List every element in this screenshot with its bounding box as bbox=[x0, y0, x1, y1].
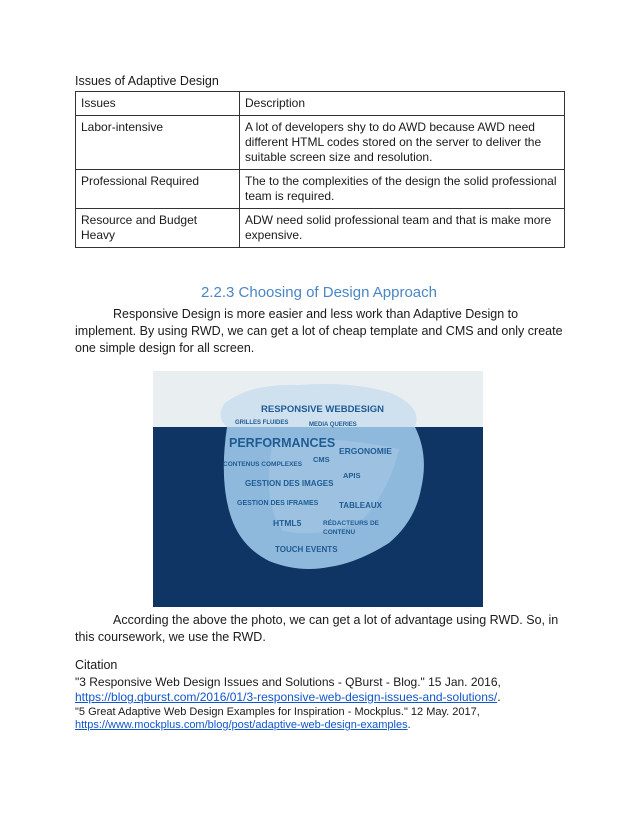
citation-entry-2: "5 Great Adaptive Web Design Examples for Inspiration - Mockplus." 12 May. 2017, https://www.mockplus.com/blog/post/adaptive-web-design-examples. bbox=[75, 706, 575, 732]
intro-text: Responsive Design is more easier and less work than Adaptive Design to implement. By using RWD, we can get a lot of cheap template and CMS and only create one simple design for all screen. bbox=[75, 307, 563, 355]
description-cell: The to the complexities of the design the solid professional team is required. bbox=[240, 170, 565, 209]
after-image-paragraph bbox=[75, 612, 565, 646]
table-caption: Issues of Adaptive Design bbox=[75, 74, 219, 88]
iceberg-label: CONTENU bbox=[323, 529, 356, 536]
iceberg-label: CONTENUS COMPLEXES bbox=[223, 461, 303, 468]
issue-cell: Resource and Budget Heavy bbox=[76, 209, 240, 248]
iceberg-label: TABLEAUX bbox=[339, 501, 382, 510]
iceberg-image bbox=[153, 371, 483, 607]
citation-entry-1: "3 Responsive Web Design Issues and Solutions - QBurst - Blog." 15 Jan. 2016, https://blog.qburst.com/2016/01/3-responsive-web-design-issues-and-solutions/. bbox=[75, 675, 575, 705]
issues-table bbox=[75, 91, 565, 248]
issue-cell: Professional Required bbox=[76, 170, 240, 209]
header-issues: Issues bbox=[76, 92, 240, 116]
iceberg-label: CMS bbox=[313, 455, 330, 464]
table-row bbox=[76, 209, 565, 248]
iceberg-label: RESPONSIVE WEBDESIGN bbox=[261, 404, 384, 415]
table-row bbox=[76, 116, 565, 170]
iceberg-label: PERFORMANCES bbox=[229, 436, 336, 450]
iceberg-label: ERGONOMIE bbox=[339, 446, 392, 456]
iceberg-label: MEDIA QUERIES bbox=[309, 422, 357, 428]
header-description: Description bbox=[240, 92, 565, 116]
section-heading: 2.2.3 Choosing of Design Approach bbox=[201, 284, 437, 301]
citation-heading: Citation bbox=[75, 658, 118, 672]
iceberg-label: GRILLES FLUIDES bbox=[235, 420, 289, 426]
citation-link[interactable]: https://blog.qburst.com/2016/01/3-responsive-web-design-issues-and-solutions/ bbox=[75, 690, 498, 704]
iceberg-label: GESTION DES IMAGES bbox=[245, 479, 334, 488]
citation-link[interactable]: https://www.mockplus.com/blog/post/adaptive-web-design-examples bbox=[75, 719, 408, 731]
citation-text: "5 Great Adaptive Web Design Examples for Inspiration - Mockplus." 12 May. 2017, bbox=[75, 706, 480, 718]
iceberg-label: TOUCH EVENTS bbox=[275, 545, 338, 554]
description-cell: ADW need solid professional team and that is make more expensive. bbox=[240, 209, 565, 248]
iceberg-label: HTML5 bbox=[273, 518, 302, 528]
iceberg-label: GESTION DES IFRAMES bbox=[237, 500, 319, 507]
after-image-text: According the above the photo, we can get a lot of advantage using RWD. So, in this coursework, we use the RWD. bbox=[75, 613, 559, 644]
iceberg-label: RÉDACTEURS DE bbox=[323, 520, 379, 527]
table-header-row bbox=[76, 92, 565, 116]
table-row bbox=[76, 170, 565, 209]
issue-cell: Labor-intensive bbox=[76, 116, 240, 170]
description-cell: A lot of developers shy to do AWD because AWD need different HTML codes stored on the server to deliver the suitable screen size and resolution. bbox=[240, 116, 565, 170]
intro-paragraph bbox=[75, 306, 565, 357]
citation-text: "3 Responsive Web Design Issues and Solutions - QBurst - Blog." 15 Jan. 2016, bbox=[75, 675, 501, 689]
iceberg-label: APIS bbox=[343, 471, 361, 480]
